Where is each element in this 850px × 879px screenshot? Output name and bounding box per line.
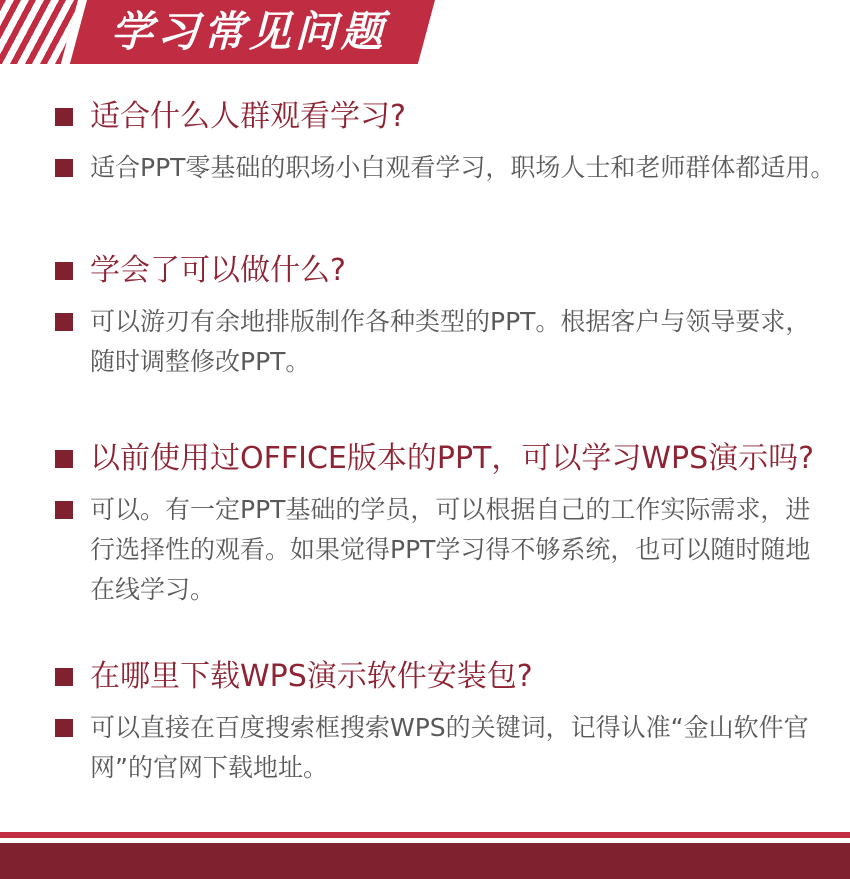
- answer-line: 随时调整修改PPT。: [90, 347, 311, 376]
- question-text: 以前使用过OFFICE版本的PPT，可以学习WPS演示吗?: [90, 441, 815, 476]
- answer-line: 在线学习。: [90, 575, 216, 604]
- answer-row: [55, 148, 850, 188]
- answer-row: [55, 490, 850, 610]
- question-row: [55, 658, 850, 696]
- faq-item: [55, 658, 850, 788]
- question-text: 学会了可以做什么?: [90, 253, 346, 288]
- question-row: [55, 98, 850, 136]
- square-bullet-icon: [55, 668, 73, 686]
- answer-text: [90, 302, 810, 382]
- square-bullet-icon: [55, 450, 73, 468]
- answer-text: [90, 708, 809, 788]
- question-text: 适合什么人群观看学习?: [90, 99, 406, 134]
- square-bullet-icon: [55, 719, 73, 737]
- page-title: 学习常见问题: [107, 7, 398, 56]
- question-text: 在哪里下载WPS演示软件安装包?: [90, 659, 533, 694]
- answer-line: 可以游刃有余地排版制作各种类型的PPT。根据客户与领导要求，: [90, 307, 811, 336]
- faq-item: [55, 252, 850, 382]
- answer-line: 网”的官网下载地址。: [90, 753, 328, 782]
- answer-line: 可以。有一定PPT基础的学员，可以根据自己的工作实际需求，进: [90, 495, 811, 524]
- square-bullet-icon: [55, 501, 73, 519]
- square-bullet-icon: [55, 159, 73, 177]
- square-bullet-icon: [55, 108, 73, 126]
- footer-bar: [0, 843, 850, 879]
- answer-text: [90, 148, 835, 188]
- answer-row: [55, 302, 850, 382]
- answer-line: 适合PPT零基础的职场小白观看学习，职场人士和老师群体都适用。: [90, 153, 836, 182]
- answer-line: 可以直接在百度搜索框搜索WPS的关键词，记得认准“金山软件官: [90, 713, 809, 742]
- answer-line: 行选择性的观看。如果觉得PPT学习得不够系统，也可以随时随地: [90, 535, 811, 564]
- question-row: [55, 252, 850, 290]
- header-banner: [0, 0, 850, 64]
- title-ribbon: [61, 0, 435, 64]
- square-bullet-icon: [55, 262, 73, 280]
- square-bullet-icon: [55, 313, 73, 331]
- faq-item: [55, 440, 850, 610]
- answer-text: [90, 490, 810, 610]
- question-row: [55, 440, 850, 478]
- faq-item: [55, 98, 850, 188]
- faq-list: [0, 64, 850, 788]
- answer-row: [55, 708, 850, 788]
- footer-accent-stripe: [0, 832, 850, 838]
